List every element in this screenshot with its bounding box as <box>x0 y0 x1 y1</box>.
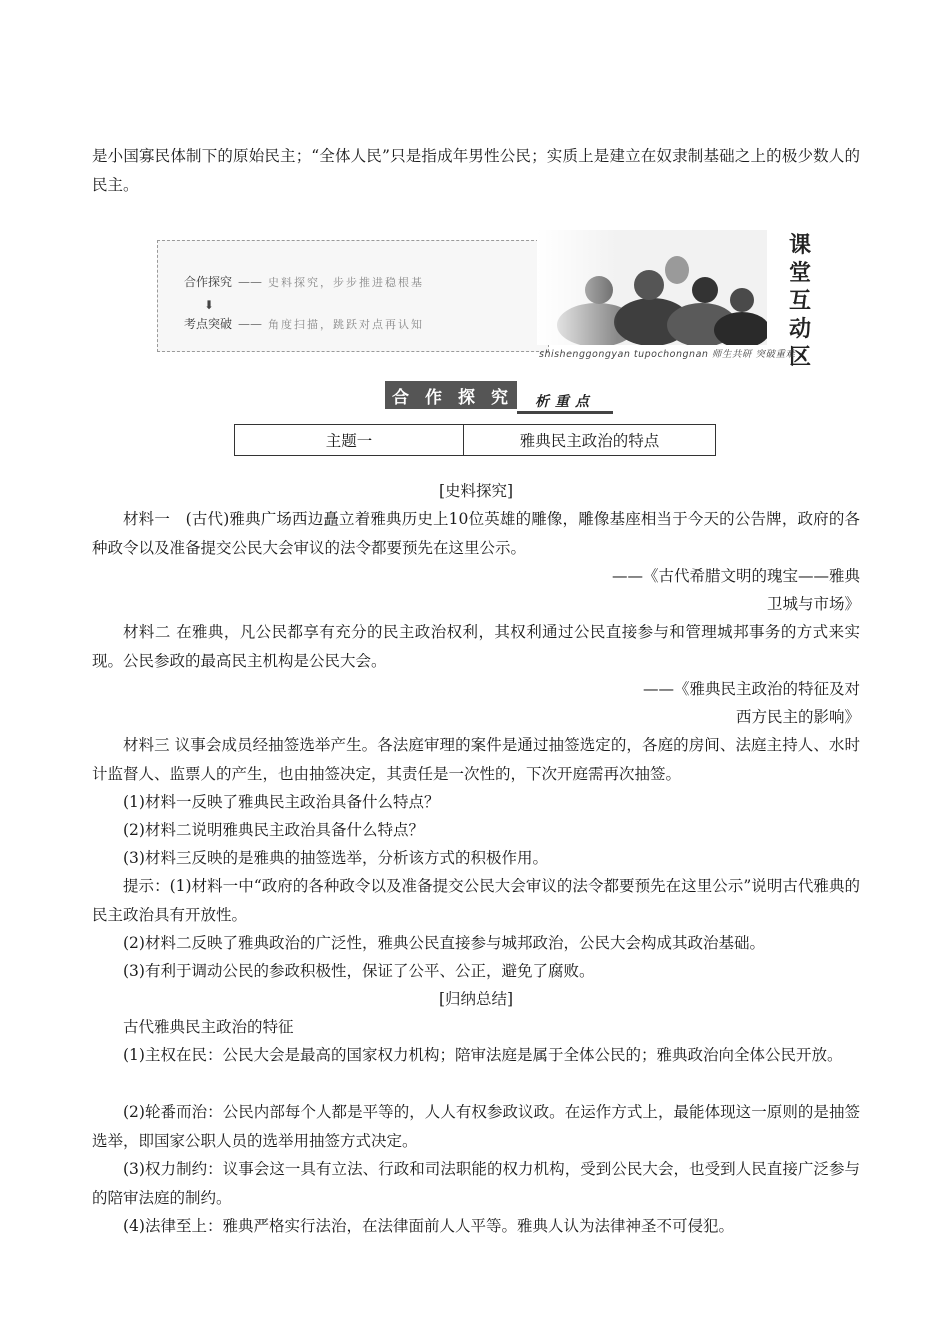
banner-row1-label: 合作探究 <box>184 275 233 289</box>
summary-heading: [归纳总结] <box>438 990 514 1008</box>
summary-point-four: (4)法律至上：雅典严格实行法治，在法律面前人人平等。雅典人认为法律神圣不可侵犯。 <box>123 1217 734 1235</box>
material-two-source-line1: ——《雅典民主政治的特征及对 <box>642 680 860 698</box>
students-illustration <box>537 230 767 345</box>
material-one: 材料一 (古代)雅典广场西边矗立着雅典历史上10位英雄的雕像，雕像基座相当于今天的公告牌，政府的各种政令以及准备提交公民大会审议的法令都要预先在这里公示。 <box>92 510 860 557</box>
summary-point-one: (1)主权在民：公民大会是最高的国家权力机构；陪审法庭是属于全体公民的；雅典政治向全体公民开放。 <box>123 1046 843 1064</box>
banner-row-cooperative: 合作探究 —— 史料探究，步步推进稳根基 <box>184 275 425 289</box>
summary-title: 古代雅典民主政治的特征 <box>123 1018 294 1036</box>
history-heading: [史料探究] <box>438 482 514 500</box>
topic-label: 主题一 <box>235 425 464 456</box>
answer-three: (3)有利于调动公民的参政积极性，保证了公平、公正，避免了腐败。 <box>123 962 595 980</box>
question-one: (1)材料一反映了雅典民主政治具备什么特点？ <box>123 793 440 811</box>
summary-point-three: (3)权力制约：议事会这一具有立法、行政和司法职能的权力机构，受到公民大会，也受到人民直接广泛参与的陪审法庭的制约。 <box>92 1160 860 1207</box>
banner-row2-desc: 角度扫描，跳跃对点再认知 <box>268 318 425 331</box>
material-two-source-line2: 西方民主的影响》 <box>735 708 860 726</box>
banner-row1-desc: 史料探究，步步推进稳根基 <box>268 276 425 289</box>
section-header-main: 合 作 探 究 <box>385 381 517 409</box>
material-two: 材料二 在雅典，凡公民都享有充分的民主政治权利，其权利通过公民直接参与和管理城邦事务的方式来实现。公民参政的最高民主机构是公民大会。 <box>92 623 860 670</box>
banner-vertical-title: 课 堂 互 动 区 <box>788 233 811 370</box>
intro-paragraph: 是小国寡民体制下的原始民主；“全体人民”只是指成年男性公民；实质上是建立在奴隶制基础之上的极少数人的民主。 <box>92 147 860 194</box>
section-header-sub: 析重点 <box>517 389 613 414</box>
banner-footer: shishenggongyan tupochongnan 师生共研 突破重难 <box>539 349 796 360</box>
question-three: (3)材料三反映的是雅典的抽签选举，分析该方式的积极作用。 <box>123 849 548 867</box>
summary-point-two: (2)轮番而治：公民内部每个人都是平等的，人人有权参政议政。在运作方式上，最能体现这一原则的是抽签选举，即国家公职人员的选举用抽签方式决定。 <box>92 1103 860 1150</box>
material-one-source-line1: ——《古代希腊文明的瑰宝——雅典 <box>611 567 860 585</box>
banner-row2-label: 考点突破 <box>184 317 233 331</box>
topic-title: 雅典民主政治的特点 <box>464 425 716 456</box>
banner-row-breakthrough: 考点突破 —— 角度扫描，跳跃对点再认知 <box>184 317 425 331</box>
topic-table <box>234 424 716 456</box>
material-one-source-line2: 卫城与市场》 <box>766 595 860 613</box>
section-header <box>385 381 625 415</box>
down-arrow-icon: ⬇ <box>204 298 215 312</box>
classroom-interaction-banner <box>157 230 817 370</box>
answer-two: (2)材料二反映了雅典政治的广泛性，雅典公民直接参与城邦政治，公民大会构成其政治基础。 <box>123 934 765 952</box>
question-two: (2)材料二说明雅典民主政治具备什么特点？ <box>123 821 424 839</box>
banner-guide-box <box>157 240 549 352</box>
material-three: 材料三 议事会成员经抽签选举产生。各法庭审理的案件是通过抽签选定的，各庭的房间、法庭主持人、水时计监督人、监票人的产生，也由抽签决定，其责任是一次性的，下次开庭需再次抽签。 <box>92 736 860 783</box>
answer-one: 提示：(1)材料一中“政府的各种政令以及准备提交公民大会审议的法令都要预先在这里公示”说明古代雅典的民主政治具有开放性。 <box>92 877 860 924</box>
